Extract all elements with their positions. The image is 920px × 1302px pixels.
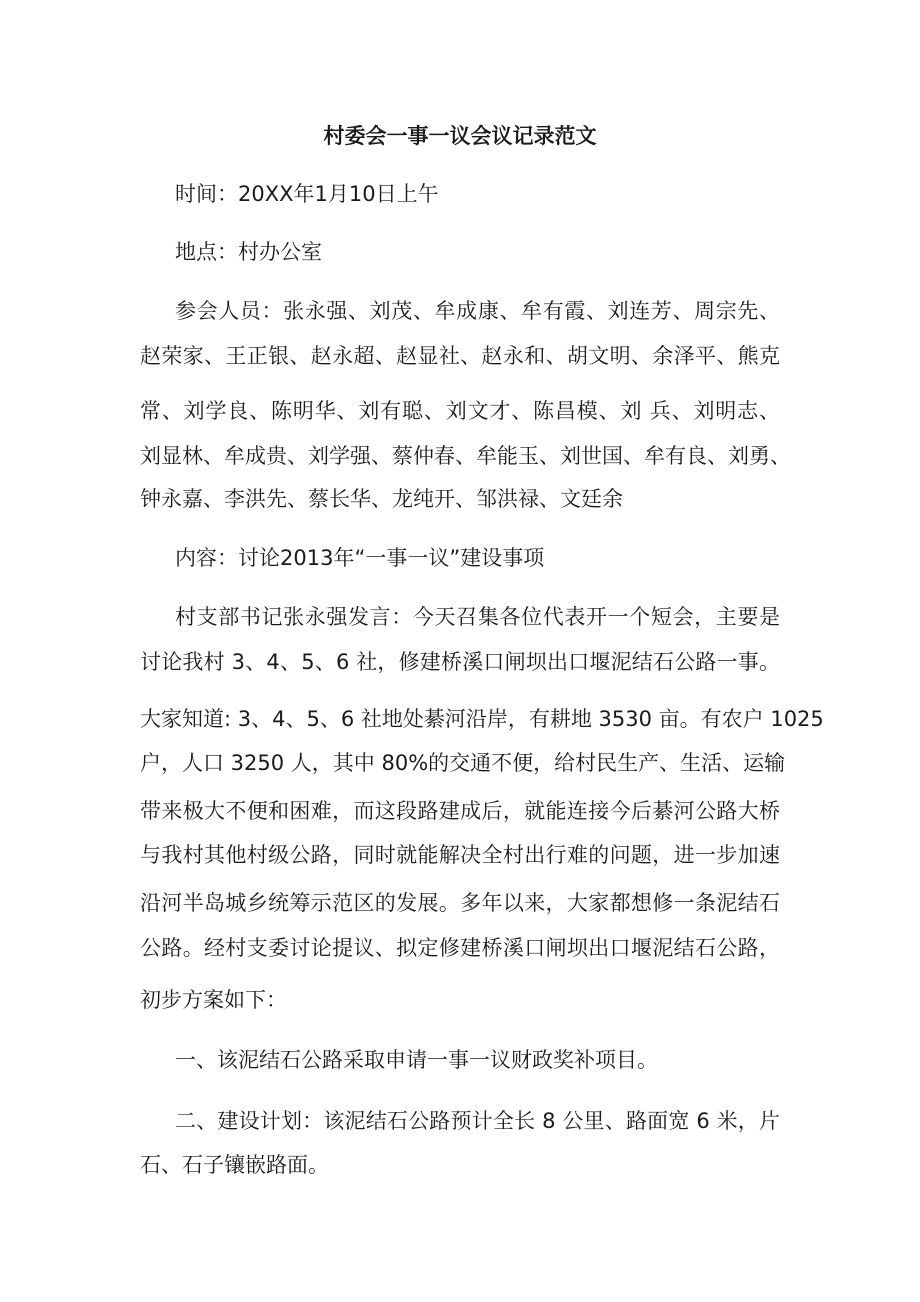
paragraph-line: 公路。经村支委讨论提议、拟定修建桥溪口闸坝出口堰泥结石公路，	[140, 936, 780, 960]
plan-item-1: 一、该泥结石公路采取申请一事一议财政奖补项目。	[175, 1048, 658, 1072]
paragraph-line: 石、石子镶嵌路面。	[140, 1153, 329, 1177]
paragraph-line: 刘显林、牟成贵、刘学强、蔡仲春、牟能玉、刘世国、牟有良、刘勇、	[140, 444, 791, 468]
meeting-time: 时间：20XX年1月10日上午	[175, 182, 439, 206]
paragraph-line: 村支部书记张永强发言：今天召集各位代表开一个短会，主要是	[175, 605, 780, 629]
paragraph-line: 二、建设计划：该泥结石公路预计全长 8 公里、路面宽 6 米，片	[175, 1109, 780, 1133]
paragraph-line: 赵荣家、王正银、赵永超、赵显社、赵永和、胡文明、余泽平、熊克	[140, 344, 780, 368]
meeting-place: 地点：村办公室	[175, 240, 322, 264]
paragraph-line: 讨论我村 3、4、5、6 社，修建桥溪口闸坝出口堰泥结石公路一事。	[140, 650, 780, 674]
paragraph-line: 带来极大不便和困难，而这段路建成后，就能连接今后綦河公路大桥	[140, 799, 780, 823]
paragraph-line: 大家知道: 3、4、5、6 社地处綦河沿岸，有耕地 3530 亩。有农户 1025	[140, 707, 824, 731]
paragraph-line: 户，人口 3250 人，其中 80%的交通不便，给村民生产、生活、运输	[140, 751, 786, 775]
paragraph-line: 与我村其他村级公路，同时就能解决全村出行难的问题，进一步加速	[140, 843, 780, 867]
paragraph-line: 钟永嘉、李洪先、蔡长华、龙纯开、邹洪禄、文廷余	[140, 487, 623, 511]
meeting-content: 内容：讨论2013年“一事一议”建设事项	[175, 546, 545, 570]
paragraph-line: 初步方案如下：	[140, 988, 287, 1012]
paragraph-line: 沿河半岛城乡统筹示范区的发展。多年以来，大家都想修一条泥结石	[140, 891, 780, 915]
paragraph-line: 参会人员：张永强、刘茂、牟成康、牟有霞、刘连芳、周宗先、	[175, 299, 780, 323]
document-title: 村委会一事一议会议记录范文	[323, 124, 597, 148]
paragraph-line: 常、刘学良、陈明华、刘有聪、刘文才、陈昌模、刘 兵、刘明志、	[140, 399, 780, 423]
